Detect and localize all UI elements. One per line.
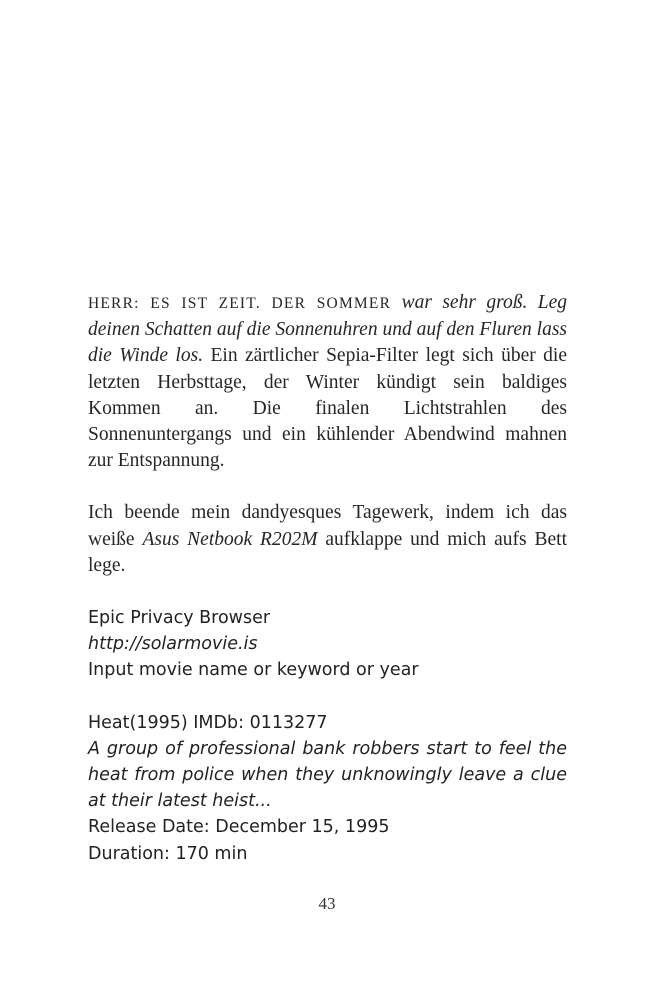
intro-paragraph [88, 290, 567, 474]
second-paragraph [88, 500, 567, 579]
paragraph-gap [88, 684, 567, 710]
paragraph-gap [88, 474, 567, 500]
browser-url: http://solarmovie.is [88, 634, 258, 655]
body-text [88, 290, 567, 867]
intro-quote: war sehr groß. Leg deinen Schatten auf die Sonnenuhren und auf den Fluren lass die Winde los. [88, 292, 568, 367]
duration: Duration: 170 min [88, 843, 248, 864]
search-prompt: Input movie name or keyword or year [88, 660, 419, 681]
movie-synopsis: A group of professional bank robbers start to feel the heat from police when they unknowingly leave a clue at their latest heist... [88, 738, 567, 812]
browser-name: Epic Privacy Browser [88, 608, 271, 629]
movie-title: Heat(1995) IMDb: 0113277 [88, 712, 328, 733]
release-date: Release Date: December 15, 1995 [88, 817, 390, 838]
intro-small-caps: HERR: ES IST ZEIT. DER SOMMER [88, 295, 392, 312]
second-after: aufklappe und mich aufs Bett lege. [88, 528, 568, 576]
paragraph-gap [88, 579, 567, 605]
page-number: 43 [318, 894, 336, 913]
second-before: Ich beende mein dandyesques Tagewerk, indem ich das weiße [88, 502, 567, 550]
intro-rest: Ein zärtlicher Sepia-Filter legt sich über die letzten Herbsttage, der Winter kündigt sein baldiges Kommen an. Die finalen Lichtstrahlen des Sonnenuntergangs und ein kühlender Abendwind mahnen zur Entspannung. [88, 345, 567, 472]
device-name: Asus Netbook R202M [142, 528, 318, 550]
